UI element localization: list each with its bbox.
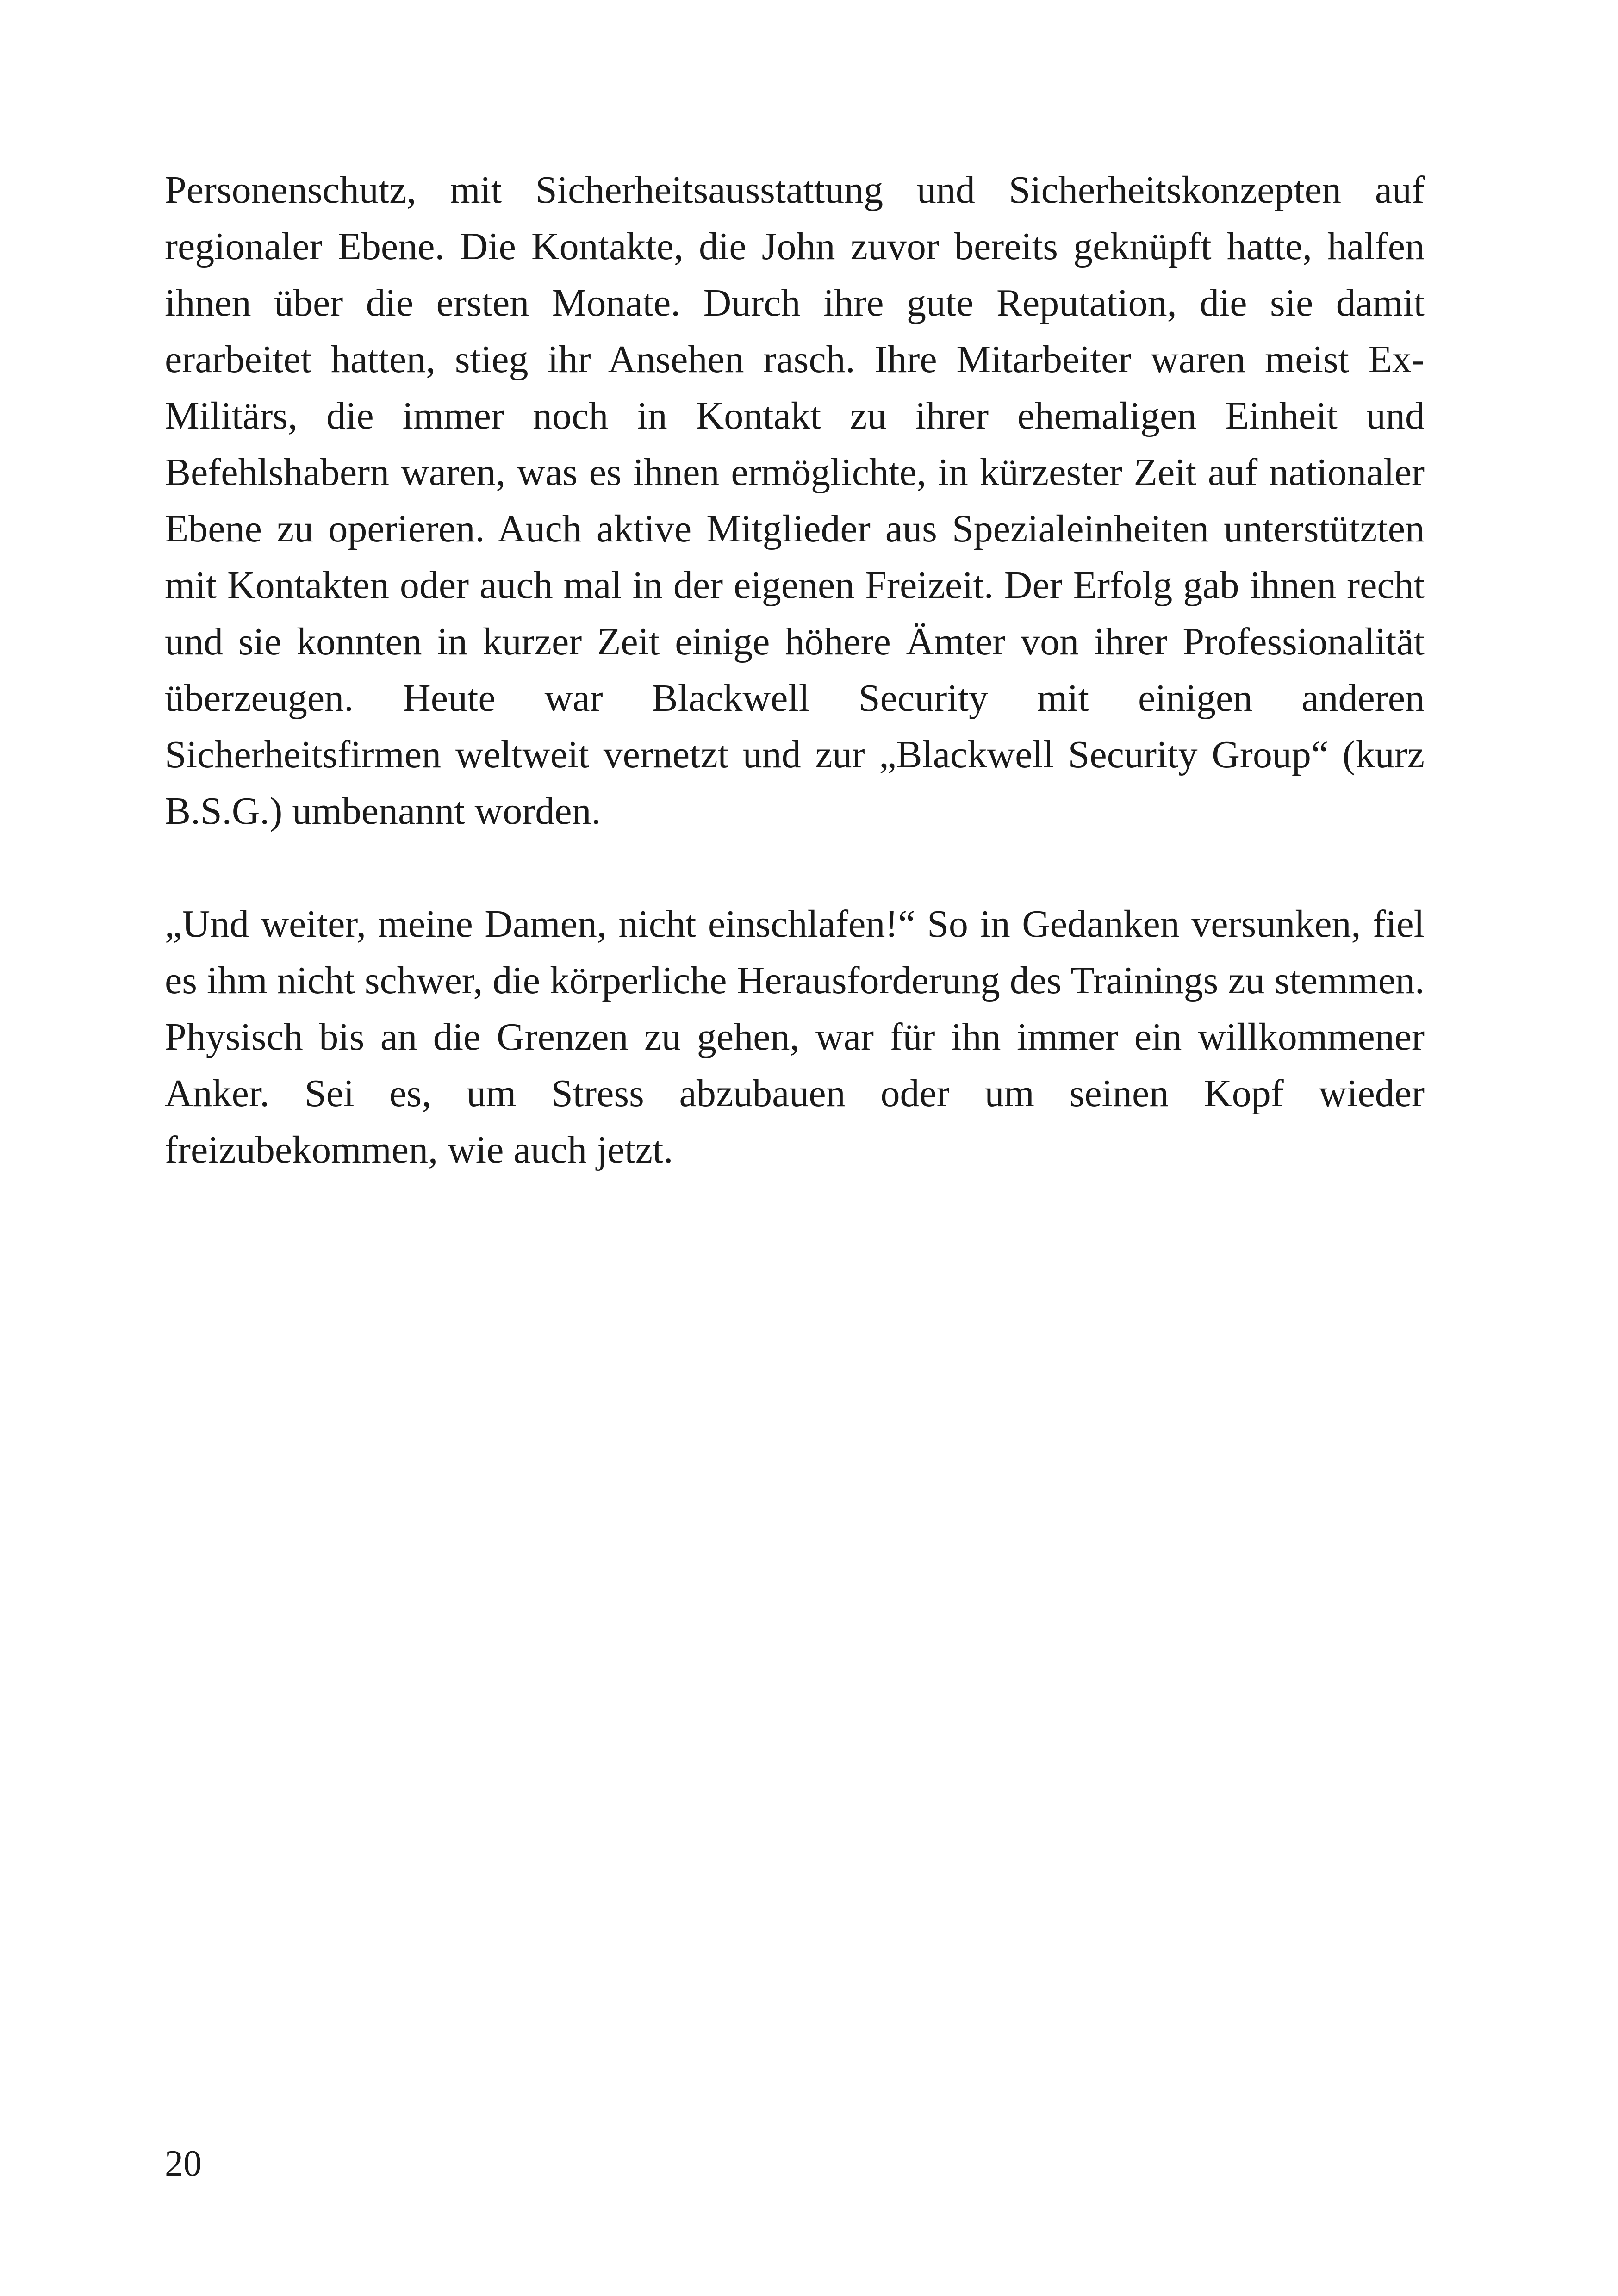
paragraph-2: „Und weiter, meine Damen, nicht einschlafen!“ So in Gedanken versunken, fiel es ihm nicht schwer, die körperliche Herausforderung des Trainings zu stemmen. Physisch bis an die Grenzen zu gehen, war für ihn immer ein willkommener Anker. Sei es, um Stress abzubauen oder um seinen Kopf wieder freizubekommen, wie auch jetzt. bbox=[165, 902, 1425, 1171]
paragraph-1: Personenschutz, mit Sicherheitsausstattung und Sicherheitskonzepten auf regionaler Ebene. Die Kontakte, die John zuvor bereits geknüpft hatte, halfen ihnen über die ersten Monate. Durch ihre gute Reputation, die sie damit erarbeitet hatten, stieg ihr Ansehen rasch. Ihre Mitarbeiter waren meist Ex-Militärs, die immer noch in Kontakt zu ihrer ehemaligen Einheit und Befehlshabern waren, was es ihnen ermöglichte, in kürzester Zeit auf nationaler Ebene zu operieren. Auch aktive Mitglieder aus Spezialeinheiten unterstützten mit Kontakten oder auch mal in der eigenen Freizeit. Der Erfolg gab ihnen recht und sie konnten in kurzer Zeit einige höhere Ämter von ihrer Professionalität überzeugen. Heute war Blackwell Security mit einigen anderen Sicherheitsfirmen weltweit vernetzt und zur „Blackwell Security Group“ (kurz B.S.G.) umbenannt worden. bbox=[165, 168, 1425, 833]
page-number: 20 bbox=[165, 2143, 202, 2184]
body-text bbox=[165, 162, 1425, 1178]
